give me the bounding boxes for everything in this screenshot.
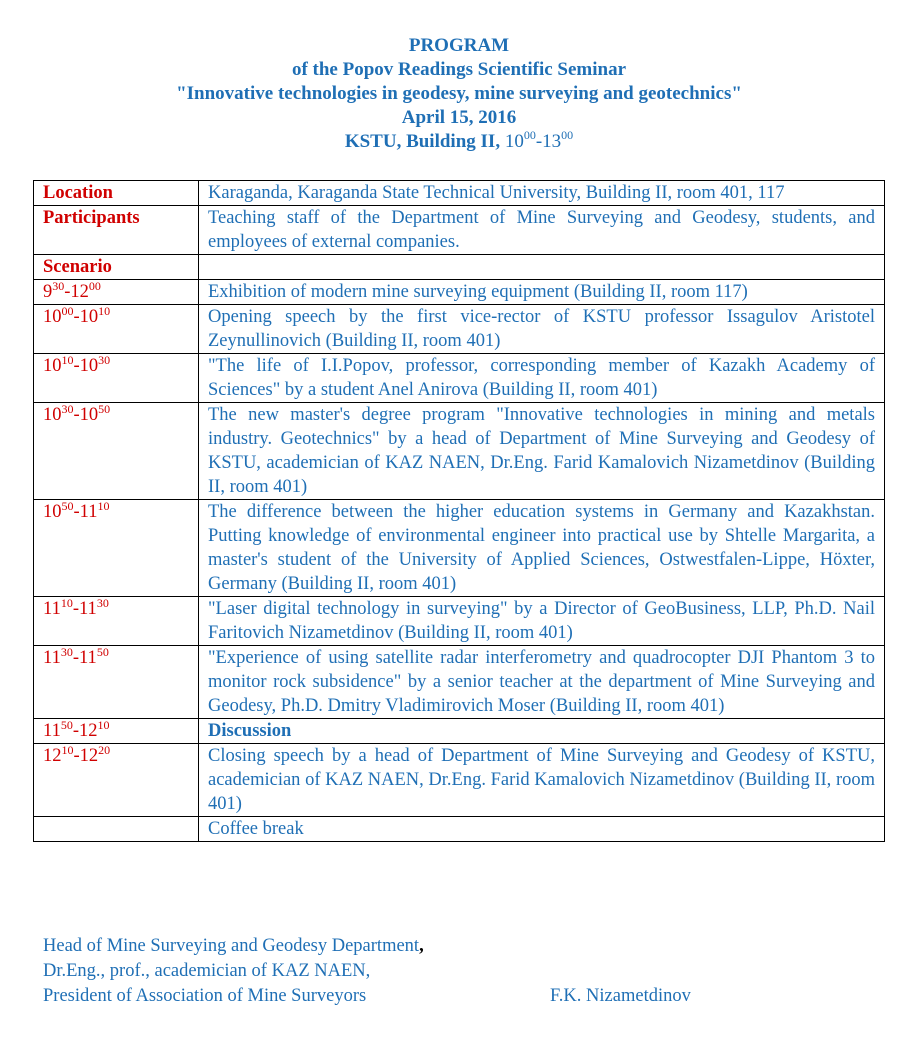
signatory-degree: Dr.Eng., prof., academician of KAZ NAEN, [43, 961, 371, 981]
row-text: Closing speech by a head of Department of Mine Surveying and Geodesy of KSTU, academician of KAZ NAEN, Dr.Eng. Farid Kamalovich Nizametdinov (Building II, room 401) [199, 744, 885, 817]
time-slot: $10^{50}-11^{10}$ [34, 500, 199, 597]
row-text: "Experience of using satellite radar interferometry and quadrocopter DJI Phantom 3 to monitor rock subsidence" by a senior teacher at the department of Mine Surveying and Geodesy, Ph.D. Dmitry Vladimirovich Moser (Building II, room 401) [199, 646, 885, 719]
time-slot: $11^{30}-11^{50}$ [34, 646, 199, 719]
venue: KSTU, Building II, [344, 131, 501, 152]
row-text: Coffee break [199, 817, 885, 842]
table-row [34, 719, 885, 744]
row-text: Karaganda, Karaganda State Technical University, Building II, room 401, 117 [199, 181, 885, 206]
row-text: Discussion [199, 719, 885, 744]
table-row [34, 305, 885, 354]
signatory-association: President of Association of Mine Surveyors [43, 986, 367, 1006]
time-slot: $12^{10}-12^{20}$ [34, 744, 199, 817]
time-slot: $10^{10}-10^{30}$ [34, 354, 199, 403]
row-label: Scenario [34, 255, 199, 280]
table-row [34, 354, 885, 403]
document-header [0, 34, 918, 154]
time-slot: $10^{00}-10^{10}$ [34, 305, 199, 354]
row-text: Teaching staff of the Department of Mine Surveying and Geodesy, students, and employees of external companies. [199, 206, 885, 255]
table-row [34, 403, 885, 500]
signatory-name: F.K. Nizametdinov [550, 986, 691, 1006]
seminar-date: April 15, 2016 [401, 107, 517, 128]
seminar-name: of the Popov Readings Scientific Seminar [291, 59, 627, 80]
seminar-theme: "Innovative technologies in geodesy, mine surveying and geotechnics" [176, 83, 742, 104]
row-label: Participants [34, 206, 199, 255]
table-row [34, 817, 885, 842]
time-slot: $10^{30}-10^{50}$ [34, 403, 199, 500]
time-slot: $11^{50}-12^{10}$ [34, 719, 199, 744]
row-text: The difference between the higher education systems in Germany and Kazakhstan. Putting knowledge of environmental engineer into practical use by Shtelle Margarita, a master's student of the University of Applied Sciences, Ostwestfalen-Lippe, Höxter, Germany (Building II, room 401) [199, 500, 885, 597]
table-row [34, 744, 885, 817]
time-slot: $9^{30}-12^{00}$ [34, 280, 199, 305]
row-label: Location [34, 181, 199, 206]
program-table [33, 180, 885, 842]
table-row [34, 255, 885, 280]
time-slot: $11^{10}-11^{30}$ [34, 597, 199, 646]
time-range: $10^{00}-13^{00}$ [504, 128, 574, 152]
row-text: Exhibition of modern mine surveying equipment (Building II, room 117) [199, 280, 885, 305]
row-text [199, 255, 885, 280]
row-text: Opening speech by the first vice-rector of KSTU professor Issagulov Aristotel Zeynullinovich (Building II, room 401) [199, 305, 885, 354]
signatory-position: Head of Mine Surveying and Geodesy Department, [43, 936, 424, 956]
row-text: The new master's degree program "Innovative technologies in mining and metals industry. Geotechnics" by a head of Department of Mine Surveying and Geodesy of KSTU, academician of KAZ NAEN, Dr.Eng. Farid Kamalovich Nizametdinov (Building II, room 401) [199, 403, 885, 500]
program-title: PROGRAM [408, 35, 510, 56]
table-row [34, 500, 885, 597]
time-slot [34, 817, 199, 842]
row-text: "Laser digital technology in surveying" by a Director of GeoBusiness, LLP, Ph.D. Nail Faritovich Nizametdinov (Building II, room 401) [199, 597, 885, 646]
seminar-venue-time [0, 130, 918, 154]
signature-block [43, 934, 843, 1009]
table-row [34, 181, 885, 206]
table-row [34, 206, 885, 255]
table-row [34, 597, 885, 646]
table-row [34, 646, 885, 719]
table-row [34, 280, 885, 305]
row-text: "The life of I.I.Popov, professor, corresponding member of Kazakh Academy of Sciences" by a student Anel Anirova (Building II, room 401) [199, 354, 885, 403]
